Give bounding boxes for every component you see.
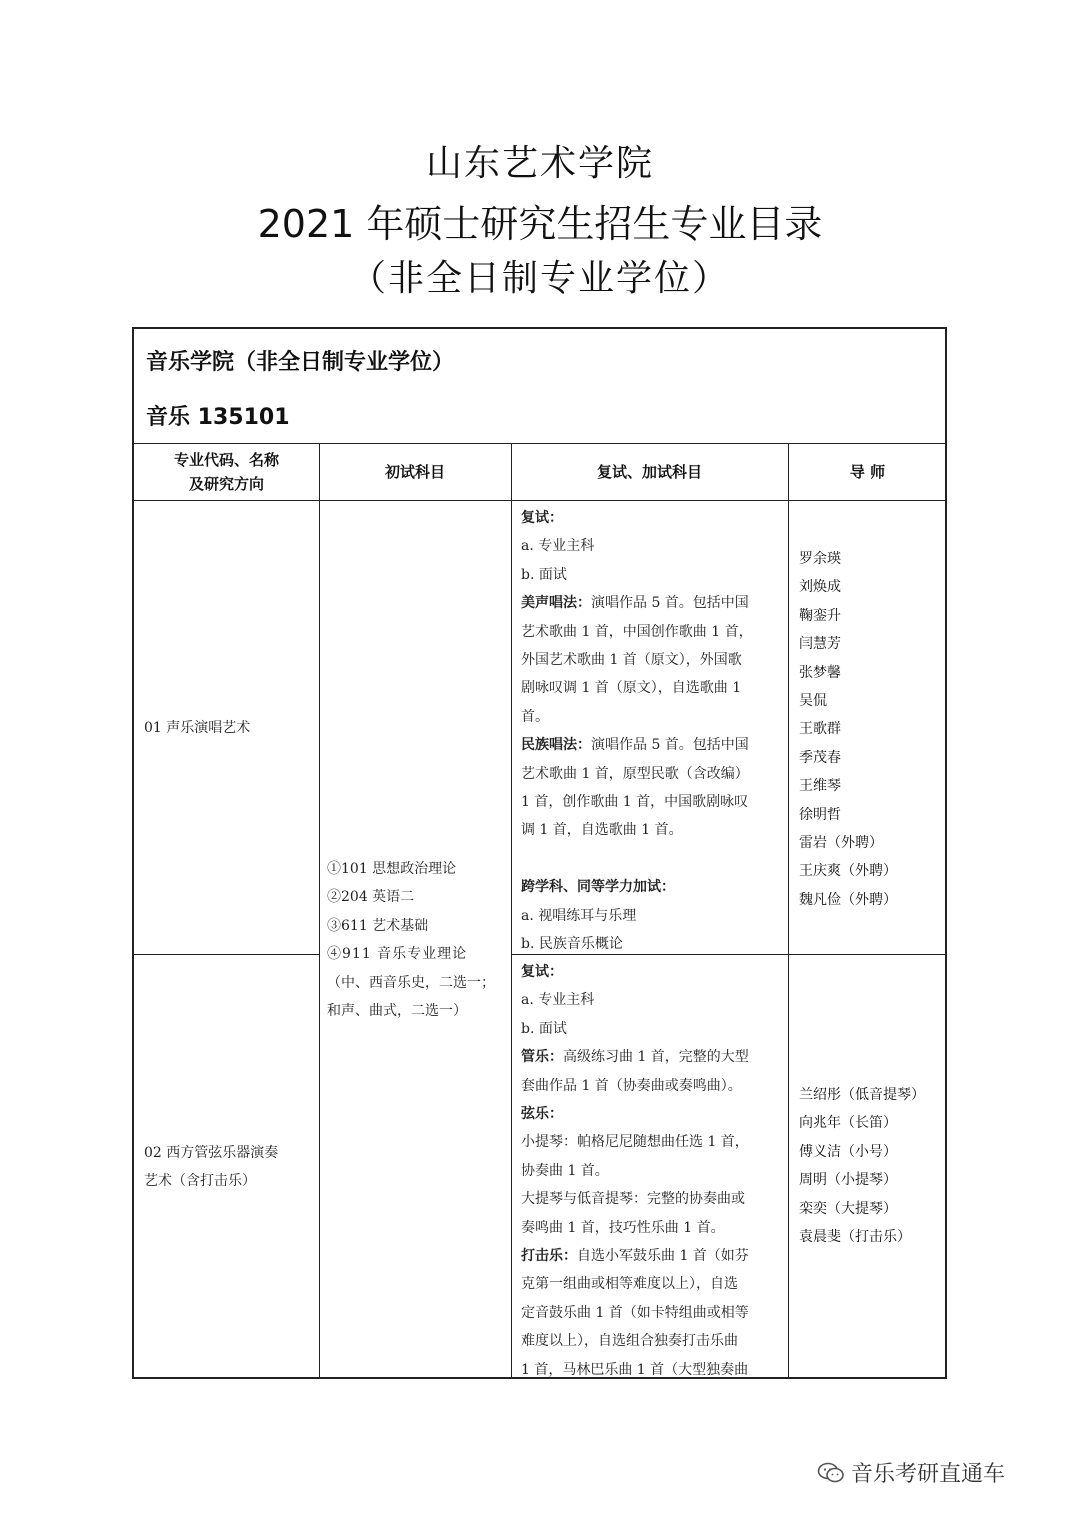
retest-line: b. 面试 bbox=[521, 566, 567, 583]
exam-item: ②204 英语二 bbox=[327, 889, 415, 906]
watermark bbox=[817, 1457, 1005, 1488]
divider bbox=[788, 443, 789, 1377]
column-header-mentor: 导 师 bbox=[849, 462, 886, 481]
retest-label: 管乐： bbox=[521, 1049, 563, 1066]
watermark-text: 音乐考研直通车 bbox=[851, 1462, 1006, 1487]
mentor-name: 周明（小提琴） bbox=[799, 1172, 897, 1189]
catalog-table bbox=[132, 327, 947, 1379]
retest-line bbox=[521, 1242, 785, 1270]
column-header-text: 专业代码、名称 bbox=[173, 450, 279, 469]
document-degree-type: （非全日制专业学位） bbox=[349, 258, 730, 299]
retest-text: 演唱作品 5 首。包括中国 bbox=[591, 595, 749, 612]
mentor-name: 闫慧芳 bbox=[799, 636, 841, 653]
column-header-exam: 初试科目 bbox=[384, 462, 445, 481]
mentor-name: 王庆爽（外聘） bbox=[799, 863, 897, 880]
divider bbox=[511, 443, 512, 1377]
mentor-name: 张梦馨 bbox=[799, 664, 841, 681]
divider bbox=[134, 500, 945, 501]
retest-line: a. 专业主科 bbox=[521, 992, 595, 1009]
mentor-name: 罗余瑛 bbox=[799, 551, 841, 567]
wechat-icon bbox=[817, 1462, 845, 1484]
retest-line: 协奏曲 1 首。 bbox=[521, 1162, 609, 1179]
mentor-name: 吴侃 bbox=[799, 693, 827, 710]
retest-line: 剧咏叹调 1 首（原文），自选歌曲 1 bbox=[521, 680, 742, 697]
direction-text: 02 西方管弦乐器演奏 bbox=[144, 1145, 279, 1161]
retest-text: 高级练习曲 1 首，完整的大型 bbox=[563, 1049, 749, 1066]
retest-line: a. 专业主科 bbox=[521, 538, 595, 555]
mentor-name: 袁晨斐（打击乐） bbox=[799, 1229, 911, 1246]
retest-line: 克第一组曲或相等难度以上），自选 bbox=[521, 1276, 738, 1293]
retest-line: 首。 bbox=[521, 708, 549, 725]
retest-line bbox=[521, 589, 785, 617]
retest-line: 小提琴：帕格尼尼随想曲任选 1 首， bbox=[521, 1134, 749, 1151]
retest-line: a. 视唱练耳与乐理 bbox=[521, 907, 637, 924]
retest-text: 自选小军鼓乐曲 1 首（如芬 bbox=[577, 1248, 749, 1265]
retest-line: 定音鼓乐曲 1 首（如卡特组曲或相等 bbox=[521, 1304, 749, 1321]
mentors-01 bbox=[799, 545, 944, 914]
mentor-name: 徐明哲 bbox=[799, 806, 841, 823]
mentor-name: 魏凡俭（外聘） bbox=[799, 891, 897, 908]
direction-01: 01 声乐演唱艺术 bbox=[144, 720, 251, 736]
document-subtitle: 2021 年硕士研究生招生专业目录 bbox=[257, 202, 823, 246]
retest-01 bbox=[521, 504, 785, 958]
retest-line: b. 面试 bbox=[521, 1020, 567, 1037]
retest-heading: 弦乐： bbox=[521, 1106, 563, 1123]
column-header-retest: 复试、加试科目 bbox=[596, 462, 702, 481]
mentor-name: 兰绍彤（低音提琴） bbox=[799, 1087, 925, 1103]
mentor-name: 王歌群 bbox=[799, 721, 841, 738]
retest-label: 美声唱法： bbox=[521, 595, 591, 612]
major-name: 音乐 135101 bbox=[146, 405, 290, 430]
direction-text: 艺术（含打击乐） bbox=[144, 1173, 256, 1190]
mentor-name: 鞠銮升 bbox=[799, 607, 841, 624]
retest-heading: 复试： bbox=[521, 964, 563, 980]
direction-02 bbox=[144, 1139, 314, 1196]
retest-line: 套曲作品 1 首（协奏曲或奏鸣曲）。 bbox=[521, 1077, 742, 1094]
spacer bbox=[521, 845, 785, 873]
mentor-name: 雷岩（外聘） bbox=[799, 835, 883, 852]
retest-line bbox=[521, 731, 785, 759]
mentor-name: 向兆年（长笛） bbox=[799, 1115, 897, 1132]
retest-label: 打击乐： bbox=[521, 1248, 577, 1265]
retest-line: 1 首，创作歌曲 1 首，中国歌剧咏叹 bbox=[521, 794, 749, 811]
retest-text: 演唱作品 5 首。包括中国 bbox=[591, 737, 749, 754]
retest-02 bbox=[521, 958, 785, 1384]
retest-line: 大提琴与低音提琴：完整的协奏曲或 bbox=[521, 1191, 745, 1208]
document-title: 山东艺术学院 bbox=[425, 143, 654, 184]
column-header-text: 及研究方向 bbox=[188, 474, 264, 493]
retest-label: 民族唱法： bbox=[521, 737, 591, 754]
divider bbox=[134, 954, 319, 955]
exam-item: 和声、曲式，二选一） bbox=[327, 1003, 467, 1020]
retest-line: 调 1 首，自选歌曲 1 首。 bbox=[521, 822, 683, 839]
mentor-name: 栾奕（大提琴） bbox=[799, 1200, 897, 1217]
mentor-name: 傅义洁（小号） bbox=[799, 1143, 897, 1160]
retest-line: 艺术歌曲 1 首，原型民歌（含改编） bbox=[521, 765, 749, 782]
retest-line bbox=[521, 1043, 785, 1071]
retest-line: 外国艺术歌曲 1 首（原文），外国歌 bbox=[521, 652, 742, 669]
retest-line: 1 首，马林巴乐曲 1 首（大型独奏曲 bbox=[521, 1361, 749, 1378]
retest-line: 奏鸣曲 1 首，技巧性乐曲 1 首。 bbox=[521, 1219, 725, 1236]
mentor-name: 王维琴 bbox=[799, 778, 841, 795]
exam-subjects bbox=[327, 855, 507, 1025]
mentor-name: 季茂春 bbox=[799, 749, 841, 766]
retest-line: 难度以上），自选组合独奏打击乐曲 bbox=[521, 1333, 738, 1350]
exam-item: ④911 音乐专业理论 bbox=[327, 946, 468, 963]
retest-line: b. 民族音乐概论 bbox=[521, 936, 623, 953]
exam-item: （中、西音乐史，二选一； bbox=[327, 974, 495, 991]
retest-heading: 跨学科、同等学力加试： bbox=[521, 879, 675, 896]
mentor-name: 刘焕成 bbox=[799, 579, 841, 596]
mentors-02 bbox=[799, 1081, 947, 1251]
divider bbox=[319, 443, 320, 1377]
exam-item: ①101 思想政治理论 bbox=[327, 861, 457, 877]
exam-item: ③611 艺术基础 bbox=[327, 917, 429, 934]
column-header-direction bbox=[134, 443, 319, 500]
retest-heading: 复试： bbox=[521, 510, 563, 526]
college-name: 音乐学院（非全日制专业学位） bbox=[146, 350, 455, 375]
retest-line: 艺术歌曲 1 首，中国创作歌曲 1 首， bbox=[521, 623, 753, 640]
